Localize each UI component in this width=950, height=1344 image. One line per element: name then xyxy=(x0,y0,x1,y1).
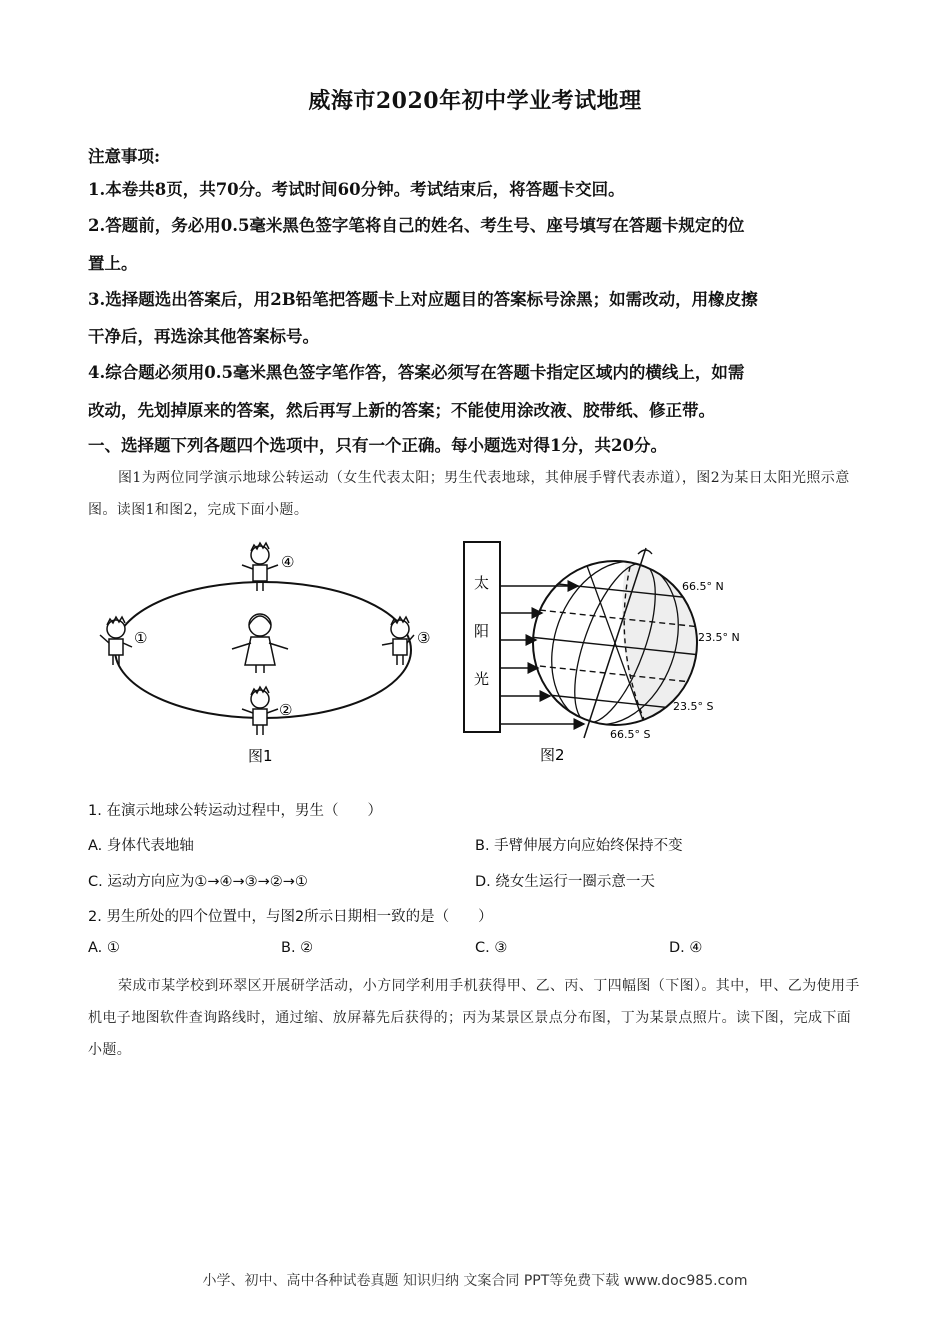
intro-paragraph-1: 图1为两位同学演示地球公转运动（女生代表太阳；男生代表地球，其伸展手臂代表赤道），图2为某日太阳光照示意图。读图1和图2，完成下面小题。 xyxy=(88,470,850,518)
figure-2-sunlight-diagram xyxy=(460,538,760,773)
q2-option-a: A. ① xyxy=(88,940,120,956)
notice-line-6: 4.综合题必须用0.5毫米黑色签字笔作答，答案必须写在答题卡指定区域内的横线上，如需 xyxy=(88,363,745,382)
position-label-1: ① xyxy=(134,629,148,647)
position-label-4: ④ xyxy=(281,553,295,571)
page-footer: 小学、初中、高中各种试卷真题 知识归纳 文案合同 PPT等免费下载 www.doc985.com xyxy=(202,1273,748,1289)
lat-label-23s: 23.5° S xyxy=(673,700,714,713)
sun-char-3: 光 xyxy=(474,670,490,688)
notice-line-7: 改动，先划掉原来的答案，然后再写上新的答案；不能使用涂改液、胶带纸、修正带。 xyxy=(88,401,715,420)
q1-option-a: A. 身体代表地轴 xyxy=(88,838,194,854)
q1-option-c: C. 运动方向应为①→④→③→②→① xyxy=(88,874,308,890)
notice-line-2: 2.答题前，务必用0.5毫米黑色签字笔将自己的姓名、考生号、座号填写在答题卡规定的位 xyxy=(88,216,745,235)
lat-label-23n: 23.5° N xyxy=(698,631,740,644)
lat-label-66n: 66.5° N xyxy=(682,580,724,593)
notice-heading: 注意事项: xyxy=(88,147,161,166)
section-1-heading: 一、选择题下列各题四个选项中，只有一个正确。每小题选对得1分，共20分。 xyxy=(88,436,667,455)
lat-label-66s: 66.5° S xyxy=(610,728,651,741)
q2-option-b: B. ② xyxy=(281,940,314,956)
girl-figure-sun xyxy=(232,614,288,673)
q1-option-b: B. 手臂伸展方向应始终保持不变 xyxy=(475,838,683,854)
q2-stem: 2. 男生所处的四个位置中，与图2所示日期相一致的是（ ） xyxy=(88,909,493,925)
figure-2-caption: 图2 xyxy=(540,746,565,764)
intro-paragraph-2: 荣成市某学校到环翠区开展研学活动，小方同学利用手机获得甲、乙、丙、丁四幅图（下图）。其中，甲、乙为使用手机电子地图软件查询路线时，通过缩、放屏幕先后获得的；丙为某景区景点分布图，丁为某景点照片。读下图，完成下面小题。 xyxy=(88,978,860,1058)
notice-line-1: 1.本卷共8页，共70分。考试时间60分钟。考试结束后，将答题卡交回。 xyxy=(88,180,625,199)
notice-line-5: 干净后，再选涂其他答案标号。 xyxy=(88,327,319,346)
boy-figure-2 xyxy=(242,687,278,735)
q1-option-d: D. 绕女生运行一圈示意一天 xyxy=(475,874,655,890)
sun-char-2: 阳 xyxy=(474,622,490,640)
q2-option-c: C. ③ xyxy=(475,940,508,956)
notice-line-3: 置上。 xyxy=(88,254,138,273)
sun-char-1: 太 xyxy=(474,574,490,592)
q1-stem: 1. 在演示地球公转运动过程中，男生（ ） xyxy=(88,803,382,819)
figure-1-orbit-diagram xyxy=(88,535,448,775)
notice-line-4: 3.选择题选出答案后，用2B铅笔把答题卡上对应题目的答案标号涂黑；如需改动，用橡皮擦 xyxy=(88,290,758,309)
page-title: 威海市2020年初中学业考试地理 xyxy=(308,88,642,114)
position-label-2: ② xyxy=(279,701,293,719)
q2-option-d: D. ④ xyxy=(669,940,703,956)
position-label-3: ③ xyxy=(417,629,431,647)
boy-figure-4 xyxy=(242,543,278,591)
figure-1-caption: 图1 xyxy=(248,747,273,765)
